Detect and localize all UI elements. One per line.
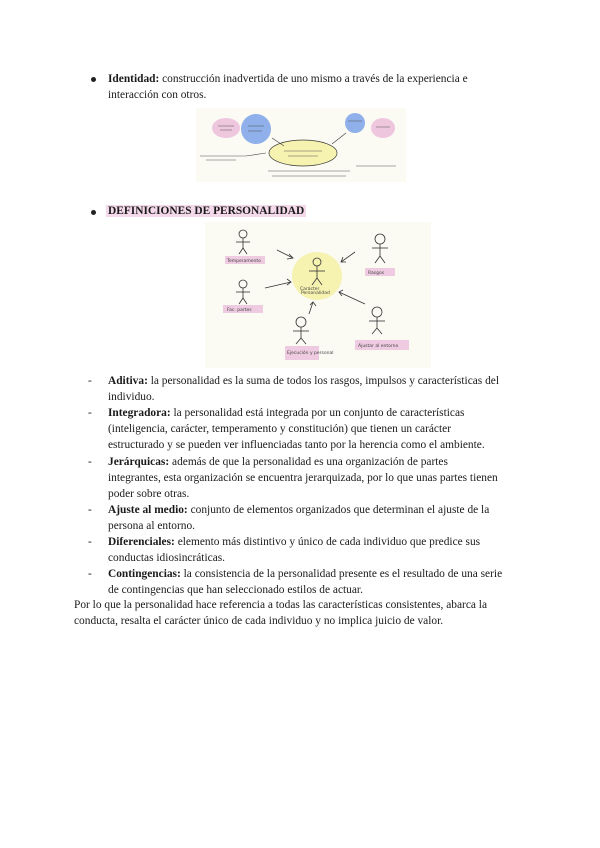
definition-term: Aditiva: bbox=[108, 375, 148, 387]
conclusion-line-1 bbox=[74, 598, 487, 614]
identidad-text-2: interacción con otros. bbox=[108, 89, 207, 101]
definition-line bbox=[108, 487, 189, 503]
list-dash: - bbox=[88, 375, 92, 387]
bullet-dot bbox=[91, 210, 96, 215]
definition-text: elemento más distintivo y único de cada individuo que predice sus bbox=[174, 536, 481, 548]
definition-text: además de que la personalidad es una organización de partes bbox=[169, 455, 448, 468]
definition-text: conjunto de elementos organizados que determinan el ajuste de la bbox=[187, 503, 490, 516]
definition-line bbox=[108, 390, 155, 406]
definition-text: (inteligencia, carácter, temperamento y constitución) que tienen un carácter bbox=[108, 423, 451, 436]
definition-text: la personalidad está integrada por un conjunto de características bbox=[170, 407, 465, 420]
list-dash: - bbox=[88, 455, 92, 468]
sketch-label-caracter: Carácter bbox=[300, 287, 320, 292]
sketch-label-partes: Fac. partes bbox=[227, 308, 252, 313]
definition-text: estructurado y se pueden ver influenciadas tanto por la herencia como el ambiente. bbox=[108, 439, 485, 452]
definition-line bbox=[108, 374, 499, 390]
definition-term: Contingencias: bbox=[108, 568, 181, 581]
definition-line bbox=[108, 503, 489, 519]
definiciones-heading: DEFINICIONES DE PERSONALIDAD bbox=[108, 205, 305, 217]
definition-line bbox=[108, 455, 448, 471]
sketch-label-personalidad: Personalidad bbox=[301, 291, 330, 296]
list-dash: - bbox=[88, 568, 92, 581]
definition-text: individuo. bbox=[108, 391, 155, 404]
personality-sketch bbox=[205, 222, 431, 368]
conclusion-text-2: conducta, resalta el carácter único de cada individuo y no implica juicio de valor. bbox=[74, 615, 444, 627]
definition-line bbox=[108, 567, 502, 583]
definition-text: persona al entorno. bbox=[108, 519, 195, 532]
definition-line bbox=[108, 551, 225, 567]
definition-line bbox=[108, 422, 451, 438]
definition-text: de contingencias que han seleccionado estilos de actuar. bbox=[108, 584, 363, 597]
definition-line bbox=[108, 471, 498, 487]
sketch-label-ejecucion: Ejecución y personal bbox=[287, 351, 334, 356]
definition-line bbox=[108, 438, 485, 454]
sketch-label-temperamento: Temperamento bbox=[227, 259, 261, 264]
identidad-line-2 bbox=[108, 88, 206, 104]
identidad-line-1 bbox=[108, 72, 468, 88]
definiciones-heading-line bbox=[106, 204, 306, 220]
definition-text: la consistencia de la personalidad presente es el resultado de una serie bbox=[180, 568, 503, 581]
definition-text: integrantes, esta organización se encuentra jerarquizada, por lo que unas partes tienen bbox=[108, 471, 498, 484]
definition-text: la personalidad es la suma de todos los rasgos, impulsos y características del bbox=[147, 375, 499, 387]
conclusion-text-1: Por lo que la personalidad hace referencia a todas las características consistentes, abarca la bbox=[74, 599, 488, 611]
definition-term: Integradora: bbox=[108, 407, 171, 420]
definition-text: poder sobre otras. bbox=[108, 487, 190, 500]
definition-term: Ajuste al medio: bbox=[108, 503, 188, 516]
bullet-dot bbox=[91, 77, 96, 82]
definition-text: conductas idiosincráticas. bbox=[108, 552, 226, 565]
definition-term: Jerárquicas: bbox=[108, 455, 170, 468]
identity-sketch bbox=[196, 108, 406, 182]
definition-line bbox=[108, 519, 195, 535]
list-dash: - bbox=[88, 536, 92, 548]
definition-line bbox=[108, 583, 363, 599]
definition-term: Diferenciales: bbox=[108, 536, 175, 548]
list-dash: - bbox=[88, 407, 92, 420]
identidad-term: Identidad: bbox=[108, 73, 160, 85]
list-dash: - bbox=[88, 503, 92, 516]
conclusion-line-2 bbox=[74, 614, 443, 630]
identidad-text-1: construcción inadvertida de uno mismo a través de la experiencia e bbox=[159, 73, 468, 85]
definition-line bbox=[108, 535, 480, 551]
sketch-label-entorno: Ajustar al entorno bbox=[358, 344, 399, 349]
sketch-label-rasgos: Rasgos bbox=[368, 271, 385, 276]
definition-line bbox=[108, 406, 464, 422]
